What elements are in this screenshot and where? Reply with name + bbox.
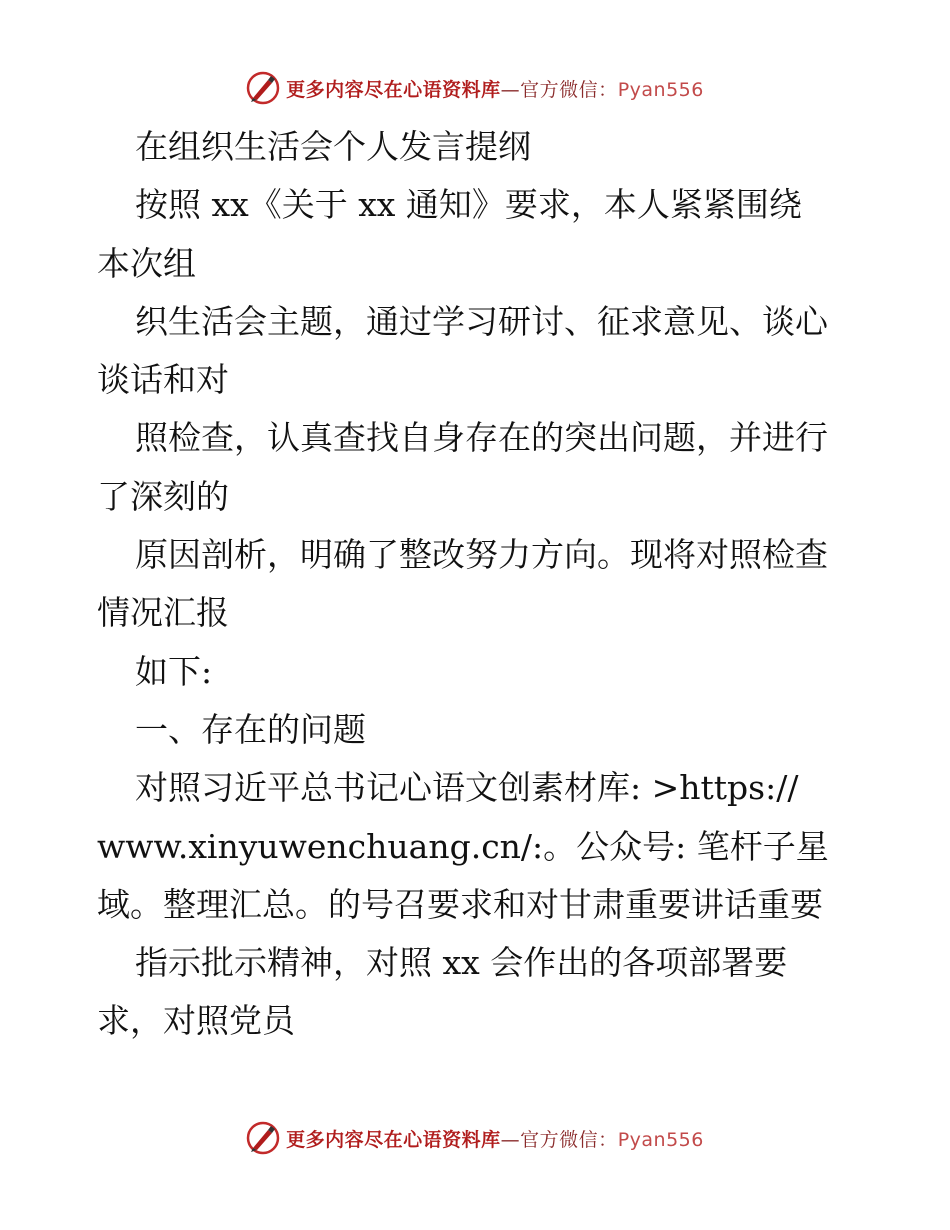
text-line: 域。整理汇总。的号召要求和对甘肃重要讲话重要 (97, 884, 823, 924)
text-line: 照检查，认真查找自身存在的突出问题，并进行 (135, 418, 828, 458)
header-banner (0, 68, 950, 108)
text-line: 求，对照党员 (97, 1001, 295, 1041)
text-line: www.xinyuwenchuang.cn/:。公众号: 笔杆子星 (97, 826, 829, 866)
banner-text: 更多内容尽在心语资料库—官方微信：Pyan556 (286, 1128, 704, 1151)
text-line: 在组织生活会个人发言提纲 (135, 127, 531, 166)
text-line: 原因剖析，明确了整改努力方向。现将对照检查 (135, 535, 828, 575)
document-body (97, 118, 857, 1051)
text-line: 情况汇报 (97, 593, 229, 633)
text-line: 如下: (135, 651, 213, 691)
pen-logo-icon (246, 1121, 280, 1155)
text-line: 按照 xx《关于 xx 通知》要求，本人紧紧围绕 (135, 185, 802, 225)
text-line: 织生活会主题，通过学习研讨、征求意见、谈心 (135, 301, 828, 341)
text-line: 指示批示精神，对照 xx 会作出的各项部署要 (135, 943, 788, 983)
text-line: 谈话和对 (97, 360, 229, 400)
banner-text: 更多内容尽在心语资料库—官方微信：Pyan556 (286, 78, 704, 101)
text-line: 对照习近平总书记心语文创素材库: >https:// (135, 768, 799, 808)
section-heading: 一、存在的问题 (135, 709, 366, 749)
text-line: 本次组 (97, 243, 196, 283)
footer-banner (0, 1118, 950, 1158)
text-line: 了深刻的 (97, 476, 229, 516)
pen-logo-icon (246, 71, 280, 105)
